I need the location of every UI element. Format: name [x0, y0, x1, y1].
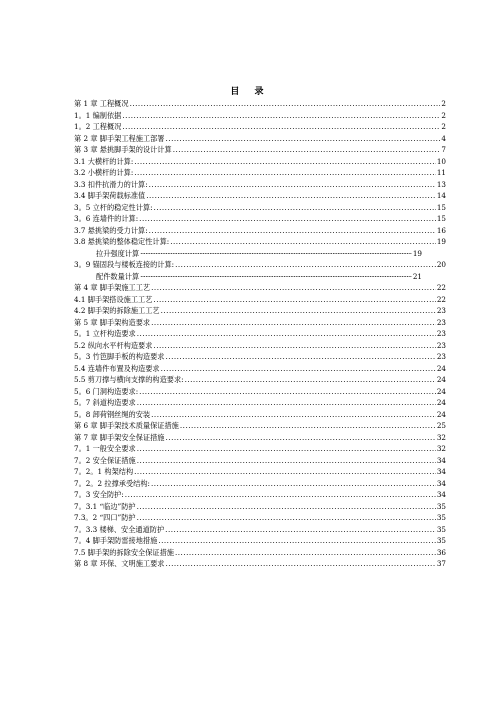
toc-entry[interactable] — [74, 524, 446, 536]
toc-entry[interactable] — [74, 443, 446, 455]
toc-entry[interactable] — [74, 466, 446, 478]
toc-leader-dots — [161, 305, 436, 317]
page-title: 目 录 — [230, 87, 270, 97]
toc-leader-dots — [140, 271, 412, 283]
toc-entry-label: 7。4 脚手架防雷接地措施 — [74, 536, 158, 545]
toc-entry-page-number: 34 — [436, 467, 446, 476]
toc-entry-page-number: 25 — [436, 421, 446, 430]
toc-leader-dots — [154, 202, 436, 214]
toc-entry-page-number: 24 — [436, 398, 446, 407]
toc-entry-label: 3.3 扣件抗滑力的计算: — [74, 179, 148, 189]
toc-entry[interactable] — [74, 455, 446, 467]
toc-entry-page-number: 36 — [436, 547, 446, 557]
toc-entry[interactable] — [74, 397, 446, 409]
toc-entry-label: 3.4 脚手架荷载标准值 — [74, 191, 146, 200]
toc-entry[interactable] — [74, 374, 446, 386]
toc-entry[interactable] — [74, 144, 446, 156]
toc-entry-label: 配件数量计算 — [96, 271, 140, 281]
toc-entry-page-number: 34 — [436, 478, 446, 488]
toc-leader-dots — [185, 374, 436, 386]
toc-entry[interactable] — [74, 271, 446, 283]
toc-entry-label: 第 8 章 环保、文明施工要求 — [74, 559, 165, 568]
toc-leader-dots — [151, 282, 436, 294]
toc-entry[interactable] — [74, 202, 446, 214]
toc-entry-page-number: 23 — [436, 317, 446, 327]
toc-leader-dots — [137, 455, 436, 467]
toc-entry-label: 第 1 章 工程概况 — [74, 99, 129, 108]
toc-leader-dots — [166, 351, 436, 363]
toc-entry-label: 5.2 纵向水平杆构造要求 — [74, 340, 153, 350]
toc-leader-dots — [165, 524, 436, 536]
toc-entry-label: 1。1 编制依据 — [74, 110, 122, 120]
toc-entry-page-number: 14 — [436, 191, 446, 200]
toc-entry-label: 第 3 章 悬挑脚手架的设计计算 — [74, 145, 172, 154]
toc-entry-label: 5.4 连墙件布置及构造要求 — [74, 363, 160, 373]
toc-entry-page-number: 24 — [436, 363, 446, 373]
toc-leader-dots — [170, 236, 436, 248]
toc-entry[interactable] — [74, 133, 446, 145]
toc-leader-dots — [137, 512, 436, 524]
toc-leader-dots — [149, 179, 436, 191]
toc-entry[interactable] — [74, 294, 446, 306]
toc-leader-dots — [122, 121, 440, 133]
toc-leader-dots — [140, 248, 412, 260]
toc-entry[interactable] — [74, 225, 446, 237]
toc-entry-page-number: 19 — [412, 248, 422, 258]
toc-entry-page-number: 35 — [436, 536, 446, 545]
toc-entry-label: 7。1 一般安全要求 — [74, 444, 136, 453]
toc-entry-label: 1。2 工程概况 — [74, 122, 122, 131]
toc-entry-label: 5。6 门洞构造要求: — [74, 386, 139, 396]
toc-entry[interactable] — [74, 340, 446, 352]
toc-entry[interactable] — [74, 179, 446, 191]
toc-leader-dots — [130, 98, 441, 110]
toc-entry[interactable] — [74, 317, 446, 329]
toc-entry-page-number: 35 — [436, 513, 446, 522]
toc-leader-dots — [166, 432, 436, 444]
toc-entry-page-number: 23 — [436, 340, 446, 350]
toc-entry[interactable] — [74, 432, 446, 444]
toc-leader-dots — [149, 225, 436, 237]
toc-entry-label: 第 2 章 脚手架工程施工部署 — [74, 133, 165, 143]
toc-entry-label: 7。2。1 构架结构 — [74, 467, 134, 476]
toc-entry-label: 5。3 竹笆脚手板的构造要求 — [74, 352, 165, 361]
toc-entry-page-number: 10 — [436, 156, 446, 166]
toc-entry-label: 3.1 大横杆的计算: — [74, 156, 134, 166]
toc-entry-page-number: 11 — [436, 168, 446, 177]
toc-entry[interactable] — [74, 156, 446, 168]
toc-entry[interactable] — [74, 282, 446, 294]
toc-leader-dots — [153, 294, 435, 306]
toc-entry-page-number: 4 — [441, 133, 446, 143]
toc-entry-label: 4.1 脚手架搭设施工工艺 — [74, 294, 153, 304]
table-of-contents — [74, 98, 446, 570]
toc-leader-dots — [122, 110, 440, 122]
toc-leader-dots — [137, 397, 436, 409]
toc-entry-label: 3.2 小横杆的计算: — [74, 168, 134, 177]
toc-entry-page-number: 35 — [436, 524, 446, 534]
toc-entry[interactable] — [74, 386, 446, 398]
toc-entry-label: 7.3。2 “四口”防护 — [74, 513, 136, 522]
toc-entry-page-number: 35 — [436, 501, 446, 511]
toc-entry-page-number: 13 — [436, 179, 446, 189]
toc-entry-label: 7。3.3 楼梯、安全通道防护 — [74, 524, 165, 534]
toc-leader-dots — [166, 558, 436, 570]
toc-entry[interactable] — [74, 478, 446, 490]
toc-entry[interactable] — [74, 190, 446, 202]
toc-entry-page-number: 2 — [441, 110, 446, 120]
toc-entry-label: 5。1 立杆构造要求 — [74, 329, 136, 338]
toc-entry-page-number: 24 — [436, 375, 446, 384]
toc-entry-label: 7。2。2 拉撑承受结构: — [74, 478, 150, 488]
toc-entry-page-number: 34 — [436, 490, 446, 499]
toc-entry-label: 7。3.1 “临边”防护 — [74, 501, 136, 511]
toc-entry[interactable] — [74, 420, 446, 432]
toc-entry-page-number: 2 — [441, 122, 446, 131]
toc-entry-page-number: 15 — [436, 214, 446, 223]
toc-entry[interactable] — [74, 110, 446, 122]
toc-entry-label: 3.7 悬挑梁的受力计算: — [74, 225, 148, 235]
toc-entry[interactable] — [74, 213, 446, 225]
toc-leader-dots — [161, 363, 436, 375]
toc-entry-page-number: 2 — [441, 99, 446, 108]
toc-entry-page-number: 32 — [436, 432, 446, 442]
toc-entry-page-number: 34 — [436, 455, 446, 465]
toc-entry[interactable] — [74, 121, 446, 133]
toc-entry-page-number: 23 — [436, 306, 446, 315]
toc-leader-dots — [175, 259, 436, 271]
toc-entry-page-number: 21 — [412, 271, 422, 281]
toc-entry-label: 5。8 卸荷钢丝绳的安装 — [74, 409, 151, 419]
toc-entry-label: 第 7 章 脚手架安全保证措施 — [74, 432, 165, 442]
toc-entry-page-number: 32 — [436, 444, 446, 453]
toc-entry-label: 拉升强度计算 — [96, 248, 140, 258]
toc-entry-label: 3.8 悬挑梁的整体稳定性计算: — [74, 237, 170, 246]
toc-entry-label: 第 4 章 脚手架施工工艺 — [74, 283, 151, 292]
toc-entry[interactable] — [74, 305, 446, 317]
toc-leader-dots — [137, 443, 436, 455]
toc-leader-dots — [153, 340, 435, 352]
toc-leader-dots — [175, 547, 436, 559]
toc-leader-dots — [151, 317, 436, 329]
toc-leader-dots — [151, 409, 436, 421]
toc-entry[interactable] — [74, 328, 446, 340]
toc-entry-page-number: 24 — [436, 386, 446, 396]
toc-leader-dots — [137, 501, 436, 513]
toc-leader-dots — [134, 156, 436, 168]
toc-entry-page-number: 23 — [436, 352, 446, 361]
toc-entry-page-number: 22 — [436, 294, 446, 304]
toc-leader-dots — [134, 167, 436, 179]
toc-entry[interactable] — [74, 489, 446, 501]
toc-entry-page-number: 19 — [436, 237, 446, 246]
toc-entry-page-number: 22 — [436, 283, 446, 292]
toc-leader-dots — [166, 133, 441, 145]
toc-entry[interactable] — [74, 558, 446, 570]
toc-entry[interactable] — [74, 236, 446, 248]
toc-leader-dots — [173, 144, 441, 156]
toc-entry-label: 5。7 斜道构造要求 — [74, 398, 136, 407]
toc-entry-label: 7。3 安全防护: — [74, 490, 124, 499]
toc-entry[interactable] — [74, 167, 446, 179]
toc-entry[interactable] — [74, 501, 446, 513]
toc-entry-page-number: 15 — [436, 202, 446, 212]
toc-entry-page-number: 20 — [436, 260, 446, 269]
toc-entry[interactable] — [74, 547, 446, 559]
toc-entry[interactable] — [74, 363, 446, 375]
toc-entry-label: 3。9 锚固段与楼板连接的计算: — [74, 260, 175, 269]
toc-entry-label: 3。5 立杆的稳定性计算: — [74, 202, 153, 212]
toc-entry-label: 7.5 脚手架的拆除安全保证措施 — [74, 547, 174, 557]
toc-entry-page-number: 37 — [436, 559, 446, 568]
toc-entry[interactable] — [74, 535, 446, 547]
toc-leader-dots — [137, 328, 436, 340]
toc-entry-page-number: 7 — [441, 145, 446, 154]
toc-entry-page-number: 23 — [436, 329, 446, 338]
toc-leader-dots — [151, 478, 436, 490]
toc-entry-page-number: 24 — [436, 409, 446, 419]
toc-entry-label: 4.2 脚手架的拆除施工工艺 — [74, 306, 160, 315]
toc-entry[interactable] — [74, 248, 446, 260]
toc-leader-dots — [158, 535, 436, 547]
toc-entry-page-number: 16 — [436, 225, 446, 235]
toc-leader-dots — [139, 213, 436, 225]
toc-entry[interactable] — [74, 259, 446, 271]
toc-entry[interactable] — [74, 98, 446, 110]
toc-entry-label: 3。6 连墙件的计算: — [74, 214, 139, 223]
toc-leader-dots — [134, 466, 436, 478]
toc-entry[interactable] — [74, 351, 446, 363]
toc-leader-dots — [125, 489, 436, 501]
toc-entry[interactable] — [74, 409, 446, 421]
toc-leader-dots — [146, 190, 436, 202]
toc-leader-dots — [139, 386, 436, 398]
toc-entry-label: 5.5 剪刀撑与横向支撑的构造要求: — [74, 375, 184, 384]
toc-entry-label: 7。2 安全保证措施 — [74, 455, 136, 465]
toc-entry-label: 第 5 章 脚手架构造要求 — [74, 317, 151, 327]
toc-entry-label: 第 6 章 脚手架技术质量保证措施 — [74, 421, 179, 430]
toc-entry[interactable] — [74, 512, 446, 524]
toc-leader-dots — [180, 420, 436, 432]
